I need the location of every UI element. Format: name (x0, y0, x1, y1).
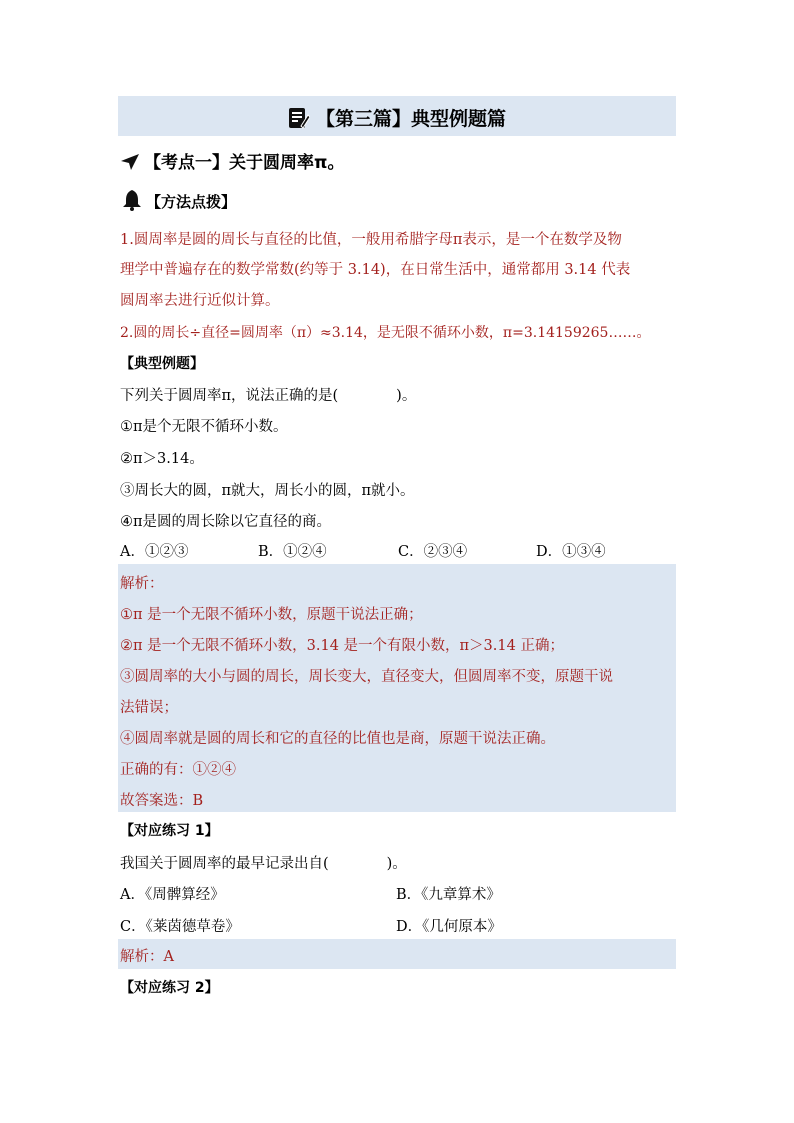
example-statement-1: ①π是个无限不循环小数。 (120, 419, 288, 435)
analysis-answer: 故答案选：B (120, 793, 204, 809)
method-paragraph-1-line-3: 圆周率去进行近似计算。 (120, 293, 280, 309)
method-paragraph-2: 2.圆的周长÷直径=圆周率（π）≈3.14，是无限不循环小数，π=3.14159265……。 (120, 325, 651, 341)
example-statement-3: ③周长大的圆，π就大，周长小的圆，π就小。 (120, 483, 415, 499)
practice-1-analysis-box (118, 939, 676, 969)
example-statement-2: ②π＞3.14。 (120, 451, 204, 467)
analysis-label: 解析： (120, 576, 164, 592)
analysis-correct: 正确的有：①②④ (120, 762, 236, 778)
example-choices (120, 540, 680, 562)
analysis-line-3b: 法错误； (120, 700, 178, 716)
example-statement-4: ④π是圆的周长除以它直径的商。 (120, 514, 332, 530)
practice-1-choice-c: C．《莱茵德草卷》 (120, 919, 240, 935)
example-heading: 【典型例题】 (120, 356, 204, 372)
navigation-arrow-icon (120, 153, 140, 171)
choice-a: A．①②③ (120, 544, 189, 560)
choice-b: B．①②④ (258, 544, 327, 560)
section-heading (120, 148, 344, 173)
analysis-line-2: ②π 是一个无限不循环小数，3.14 是一个有限小数，π＞3.14 正确； (120, 638, 564, 654)
practice-1-question: 我国关于圆周率的最早记录出自( )。 (120, 856, 407, 872)
analysis-line-1: ①π 是一个无限不循环小数，原题干说法正确； (120, 607, 423, 623)
practice-2-heading: 【对应练习 2】 (120, 980, 219, 996)
choice-c: C．②③④ (398, 544, 468, 560)
practice-1-choice-a: A．《周髀算经》 (120, 887, 225, 903)
method-paragraph-1-line-2: 理学中普遍存在的数学常数(约等于 3.14)，在日常生活中，通常都用 3.14 代表 (120, 262, 631, 278)
method-heading (122, 189, 236, 212)
practice-1-heading: 【对应练习 1】 (120, 823, 219, 839)
practice-1-choice-d: D．《几何原本》 (396, 919, 502, 935)
section-banner (118, 96, 676, 136)
section-title: 【考点一】关于圆周率π。 (144, 153, 345, 173)
practice-1-analysis: 解析：A (120, 949, 174, 965)
analysis-line-3a: ③圆周率的大小与圆的周长，周长变大，直径变大，但圆周率不变，原题干说 (120, 669, 613, 685)
method-title: 【方法点拨】 (146, 193, 237, 211)
analysis-line-4: ④圆周率就是圆的周长和它的直径的比值也是商，原题干说法正确。 (120, 731, 555, 747)
choice-d: D．①③④ (536, 544, 606, 560)
bell-icon (122, 189, 142, 211)
note-edit-icon (288, 107, 310, 129)
method-paragraph-1-line-1: 1.圆周率是圆的周长与直径的比值，一般用希腊字母π表示，是一个在数学及物 (120, 232, 622, 248)
example-question: 下列关于圆周率π，说法正确的是( )。 (120, 388, 417, 404)
practice-1-choice-b: B．《九章算术》 (396, 887, 501, 903)
banner-title: 【第三篇】典型例题篇 (315, 108, 506, 130)
